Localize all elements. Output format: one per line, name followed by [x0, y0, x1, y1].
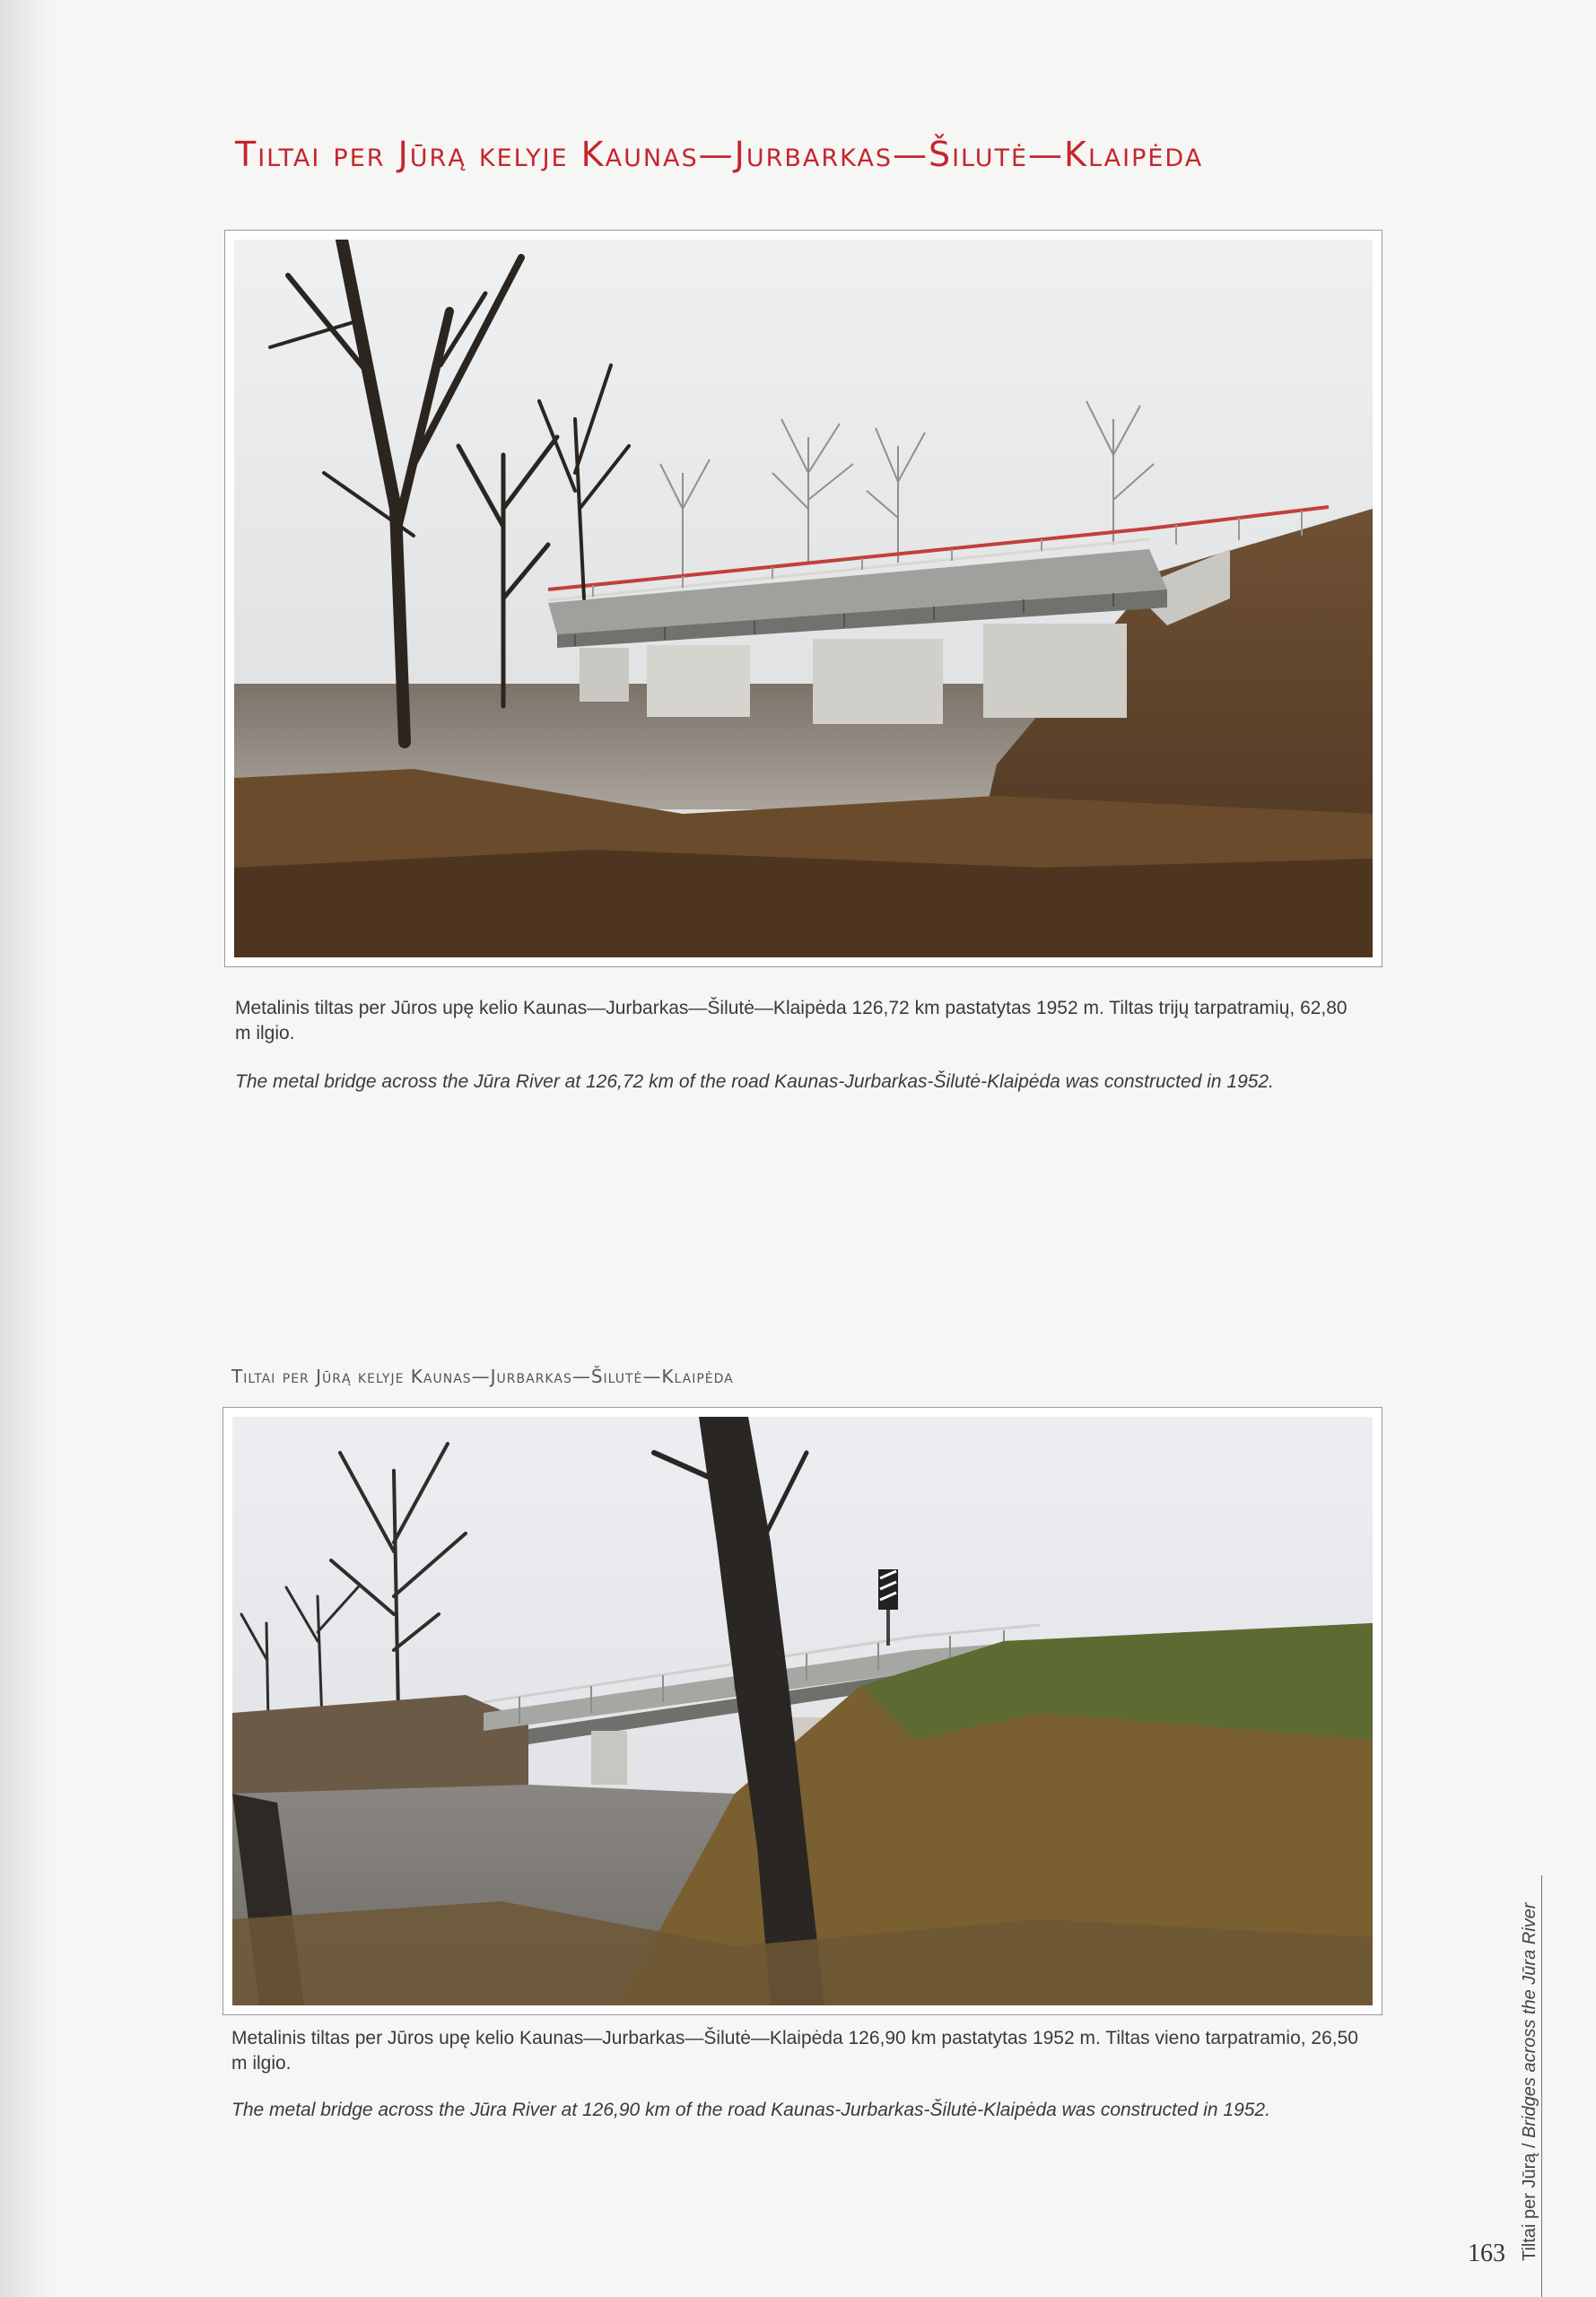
running-head [1520, 1903, 1540, 2261]
running-head-rule [1541, 1875, 1542, 2297]
photo1-caption-lt: Metalinis tiltas per Jūros upę kelio Kaunas—Jurbarkas—Šilutė—Klaipėda 126,72 km pastatytas 1952 m. Tiltas trijų tarpatramių, 62,80 m ilgio. [235, 998, 1347, 1044]
page-gutter-shadow [0, 0, 54, 2297]
photo-bridge-126-90 [222, 1407, 1382, 2015]
photo-bridge-126-72 [224, 230, 1382, 967]
photo2-caption-lt: Metalinis tiltas per Jūros upę kelio Kaunas—Jurbarkas—Šilutė—Klaipėda 126,90 km pastatytas 1952 m. Tiltas vieno tarpatramio, 26,50 m ilgio. [231, 2028, 1358, 2074]
bridge-photo-2-illustration [232, 1417, 1373, 2005]
running-head-lt: Tiltai per Jūrą / [1520, 2137, 1539, 2261]
photo1-caption-en: The metal bridge across the Jūra River at 126,72 km of the road Kaunas-Jurbarkas-Šilutė-Klaipėda was constructed in 1952. [235, 1071, 1274, 1092]
page-number: 163 [1468, 2240, 1505, 2267]
running-head-en: Bridges across the Jūra River [1520, 1902, 1539, 2138]
page-title: Tiltai per Jūrą kelyje Kaunas—Jurbarkas—Šilutė—Klaipėda [235, 135, 1204, 174]
bridge-photo-1-illustration [234, 240, 1373, 957]
section-title: Tiltai per Jūrą kelyje Kaunas—Jurbarkas—Šilutė—Klaipėda [231, 1366, 734, 1387]
photo2-caption-en: The metal bridge across the Jūra River at 126,90 km of the road Kaunas-Jurbarkas-Šilutė-Klaipėda was constructed in 1952. [231, 2100, 1270, 2120]
